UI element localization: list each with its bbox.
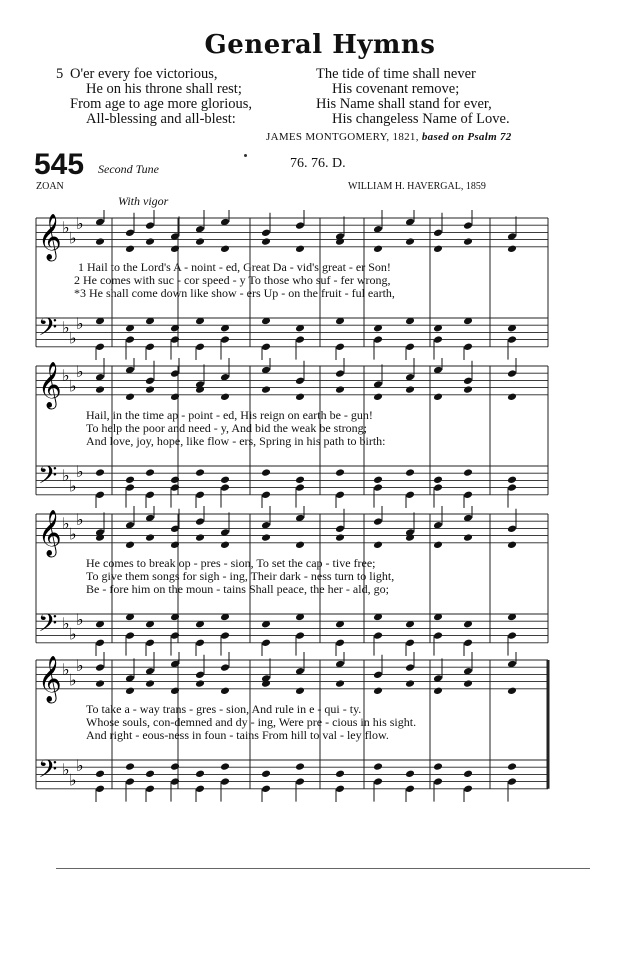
- note-head: [373, 393, 383, 402]
- note-head: [373, 517, 383, 526]
- flat-icon: ♭: [62, 613, 70, 633]
- flat-icon: ♭: [76, 462, 84, 482]
- note-head: [195, 679, 205, 688]
- note-head: [195, 770, 205, 779]
- note-head: [405, 468, 415, 477]
- verse-line: O'er every foe victorious,: [70, 66, 218, 82]
- note-head: [405, 533, 415, 542]
- flat-icon: ♭: [69, 228, 77, 248]
- section-title: General Hymns: [204, 30, 436, 60]
- note-head: [335, 343, 345, 352]
- note-head: [95, 679, 105, 688]
- lyric-line: To take a - way trans - gres - sion, And rule in e - qui - ty.: [86, 702, 362, 716]
- note-head: [405, 385, 415, 394]
- lyric-line: Whose souls, con-demned and dy - ing, Were pre - cious in his sight.: [86, 715, 417, 729]
- flat-icon: ♭: [62, 365, 70, 385]
- note-head: [373, 476, 383, 485]
- note-head: [261, 639, 271, 648]
- note-head: [195, 785, 205, 794]
- note-head: [335, 385, 345, 394]
- note-head: [335, 770, 345, 779]
- note-head: [145, 385, 155, 394]
- note-head: [373, 335, 383, 344]
- verse-line: All-blessing and all-blest:: [86, 111, 236, 127]
- note-head: [261, 491, 271, 500]
- note-head: [507, 687, 517, 696]
- note-head: [261, 237, 271, 246]
- flat-icon: ♭: [76, 510, 84, 530]
- note-head: [261, 679, 271, 688]
- flat-icon: ♭: [76, 362, 84, 382]
- verse-line: He on his throne shall rest;: [86, 81, 242, 97]
- note-head: [433, 483, 443, 492]
- note-head: [507, 369, 517, 378]
- note-head: [220, 687, 230, 696]
- note-head: [95, 237, 105, 246]
- note-head: [507, 393, 517, 402]
- note-head: [261, 468, 271, 477]
- note-head: [261, 229, 271, 238]
- note-head: [220, 393, 230, 402]
- note-head: [125, 777, 135, 786]
- note-head: [373, 245, 383, 254]
- note-head: [433, 393, 443, 402]
- note-head: [220, 476, 230, 485]
- note-head: [433, 777, 443, 786]
- note-head: [125, 687, 135, 696]
- note-head: [95, 663, 105, 672]
- note-head: [295, 245, 305, 254]
- flat-icon: ♭: [62, 317, 70, 337]
- flat-icon: ♭: [62, 659, 70, 679]
- verse-line: His covenant remove;: [332, 81, 460, 97]
- note-head: [295, 377, 305, 386]
- note-head: [507, 541, 517, 550]
- treble-clef-icon: 𝄞: [38, 214, 62, 260]
- note-head: [95, 385, 105, 394]
- flat-icon: ♭: [62, 465, 70, 485]
- note-head: [335, 679, 345, 688]
- note-head: [335, 369, 345, 378]
- note-head: [295, 335, 305, 344]
- note-head: [261, 785, 271, 794]
- note-head: [195, 533, 205, 542]
- note-head: [463, 770, 473, 779]
- note-head: [507, 483, 517, 492]
- lyric-line: And love, joy, hope, like flow - ers, Spring in his path to birth:: [86, 434, 386, 448]
- note-head: [95, 770, 105, 779]
- verse-line: His changeless Name of Love.: [332, 111, 510, 127]
- verse-number: 5: [56, 66, 64, 82]
- note-head: [145, 237, 155, 246]
- verse-line: His Name shall stand for ever,: [316, 96, 492, 112]
- note-head: [295, 687, 305, 696]
- note-head: [405, 343, 415, 352]
- bottom-rule: [56, 868, 590, 869]
- note-head: [433, 476, 443, 485]
- note-head: [125, 762, 135, 771]
- note-head: [295, 777, 305, 786]
- note-head: [145, 785, 155, 794]
- note-head: [261, 343, 271, 352]
- note-head: [507, 777, 517, 786]
- note-head: [125, 476, 135, 485]
- note-head: [507, 476, 517, 485]
- note-head: [433, 762, 443, 771]
- note-head: [335, 639, 345, 648]
- note-head: [261, 533, 271, 542]
- bass-clef-icon: 𝄢: [38, 609, 58, 644]
- note-head: [373, 671, 383, 680]
- note-head: [145, 639, 155, 648]
- note-head: [405, 785, 415, 794]
- treble-clef-icon: 𝄞: [38, 510, 62, 556]
- flat-icon: ♭: [76, 214, 84, 234]
- note-head: [463, 385, 473, 394]
- note-head: [125, 229, 135, 238]
- tune-name: ZOAN: [36, 181, 64, 192]
- bass-staff: [36, 614, 548, 643]
- note-head: [95, 639, 105, 648]
- note-head: [195, 343, 205, 352]
- note-head: [405, 491, 415, 500]
- meter: 76. 76. D.: [290, 156, 346, 171]
- note-head: [145, 533, 155, 542]
- flat-icon: ♭: [69, 476, 77, 496]
- note-head: [373, 631, 383, 640]
- note-head: [195, 491, 205, 500]
- note-head: [463, 221, 473, 230]
- note-head: [335, 491, 345, 500]
- author-credit: JAMES MONTGOMERY, 1821, based on Psalm 72: [266, 131, 512, 143]
- bass-clef-icon: 𝄢: [38, 755, 58, 790]
- hymn-number: 545: [34, 148, 85, 181]
- note-head: [405, 663, 415, 672]
- note-head: [335, 468, 345, 477]
- note-head: [507, 525, 517, 534]
- note-head: [145, 221, 155, 230]
- note-head: [295, 631, 305, 640]
- treble-clef-icon: 𝄞: [38, 362, 62, 408]
- note-head: [295, 476, 305, 485]
- note-head: [145, 491, 155, 500]
- flat-icon: ♭: [76, 610, 84, 630]
- lyric-line: He comes to break op - pres - sion, To set the cap - tive free;: [86, 556, 376, 570]
- flat-icon: ♭: [69, 328, 77, 348]
- note-head: [95, 533, 105, 542]
- note-head: [195, 517, 205, 526]
- note-head: [125, 541, 135, 550]
- note-head: [295, 221, 305, 230]
- note-head: [95, 491, 105, 500]
- lyric-line: Hail, in the time ap - point - ed, His reign on earth be - gun!: [86, 408, 373, 422]
- note-head: [433, 631, 443, 640]
- note-head: [195, 671, 205, 680]
- verse-line: From age to age more glorious,: [70, 96, 253, 112]
- note-head: [295, 393, 305, 402]
- note-head: [463, 343, 473, 352]
- lyric-line: *3 He shall come down like show - ers Up - on the fruit - ful earth,: [74, 286, 395, 300]
- note-head: [507, 335, 517, 344]
- note-head: [507, 245, 517, 254]
- flat-icon: ♭: [69, 670, 77, 690]
- note-head: [373, 483, 383, 492]
- flat-icon: ♭: [62, 217, 70, 237]
- note-head: [195, 468, 205, 477]
- note-head: [373, 687, 383, 696]
- note-head: [463, 785, 473, 794]
- flat-icon: ♭: [62, 759, 70, 779]
- note-head: [463, 237, 473, 246]
- treble-clef-icon: 𝄞: [38, 656, 62, 702]
- note-head: [295, 762, 305, 771]
- bass-clef-icon: 𝄢: [38, 313, 58, 348]
- note-head: [220, 631, 230, 640]
- note-head: [335, 237, 345, 246]
- note-head: [463, 468, 473, 477]
- note-head: [195, 639, 205, 648]
- note-head: [145, 679, 155, 688]
- note-head: [220, 663, 230, 672]
- flat-icon: ♭: [69, 770, 77, 790]
- note-head: [373, 762, 383, 771]
- note-head: [220, 335, 230, 344]
- note-head: [463, 377, 473, 386]
- dot-mark: [244, 154, 247, 157]
- note-head: [261, 385, 271, 394]
- note-head: [220, 762, 230, 771]
- note-head: [463, 533, 473, 542]
- lyric-line: And right - eous-ness in foun - tains From hill to val - ley flow.: [86, 728, 389, 742]
- note-head: [295, 483, 305, 492]
- note-head: [125, 631, 135, 640]
- flat-icon: ♭: [62, 513, 70, 533]
- note-head: [145, 770, 155, 779]
- note-head: [433, 229, 443, 238]
- note-head: [433, 335, 443, 344]
- flat-icon: ♭: [76, 756, 84, 776]
- note-head: [125, 393, 135, 402]
- note-head: [405, 679, 415, 688]
- note-head: [507, 762, 517, 771]
- note-head: [433, 541, 443, 550]
- flat-icon: ♭: [69, 524, 77, 544]
- note-head: [125, 483, 135, 492]
- note-head: [220, 777, 230, 786]
- note-head: [405, 770, 415, 779]
- note-head: [220, 245, 230, 254]
- note-head: [433, 245, 443, 254]
- tempo-marking: With vigor: [118, 194, 169, 208]
- lyric-line: 1 Hail to the Lord's A - noint - ed, Great Da - vid's great - er Son!: [78, 260, 391, 274]
- note-head: [145, 377, 155, 386]
- lyric-line: To give them songs for sigh - ing, Their dark - ness turn to light,: [86, 569, 395, 583]
- lyric-line: Be - fore him on the moun - tains Shall peace, the her - ald, go;: [86, 582, 389, 596]
- note-head: [220, 483, 230, 492]
- note-head: [220, 541, 230, 550]
- composer: WILLIAM H. HAVERGAL, 1859: [348, 181, 486, 192]
- tune-label: Second Tune: [98, 162, 159, 176]
- note-head: [295, 541, 305, 550]
- note-head: [95, 785, 105, 794]
- note-head: [335, 785, 345, 794]
- note-head: [405, 237, 415, 246]
- flat-icon: ♭: [69, 376, 77, 396]
- verse-line: The tide of time shall never: [316, 66, 476, 82]
- note-head: [433, 687, 443, 696]
- note-head: [195, 385, 205, 394]
- note-head: [463, 491, 473, 500]
- lyric-line: 2 He comes with suc - cor speed - y To those who suf - fer wrong,: [74, 273, 391, 287]
- note-head: [373, 777, 383, 786]
- flat-icon: ♭: [76, 314, 84, 334]
- note-head: [507, 631, 517, 640]
- note-head: [125, 245, 135, 254]
- note-head: [463, 679, 473, 688]
- bass-clef-icon: 𝄢: [38, 461, 58, 496]
- note-head: [95, 468, 105, 477]
- lyric-line: To help the poor and need - y, And bid the weak be strong;: [86, 421, 367, 435]
- note-head: [373, 541, 383, 550]
- note-head: [145, 468, 155, 477]
- note-head: [125, 335, 135, 344]
- note-head: [335, 525, 345, 534]
- flat-icon: ♭: [69, 624, 77, 644]
- note-head: [335, 533, 345, 542]
- flat-icon: ♭: [76, 656, 84, 676]
- note-head: [463, 639, 473, 648]
- note-head: [145, 343, 155, 352]
- note-head: [195, 237, 205, 246]
- note-head: [405, 639, 415, 648]
- note-head: [261, 770, 271, 779]
- note-head: [95, 343, 105, 352]
